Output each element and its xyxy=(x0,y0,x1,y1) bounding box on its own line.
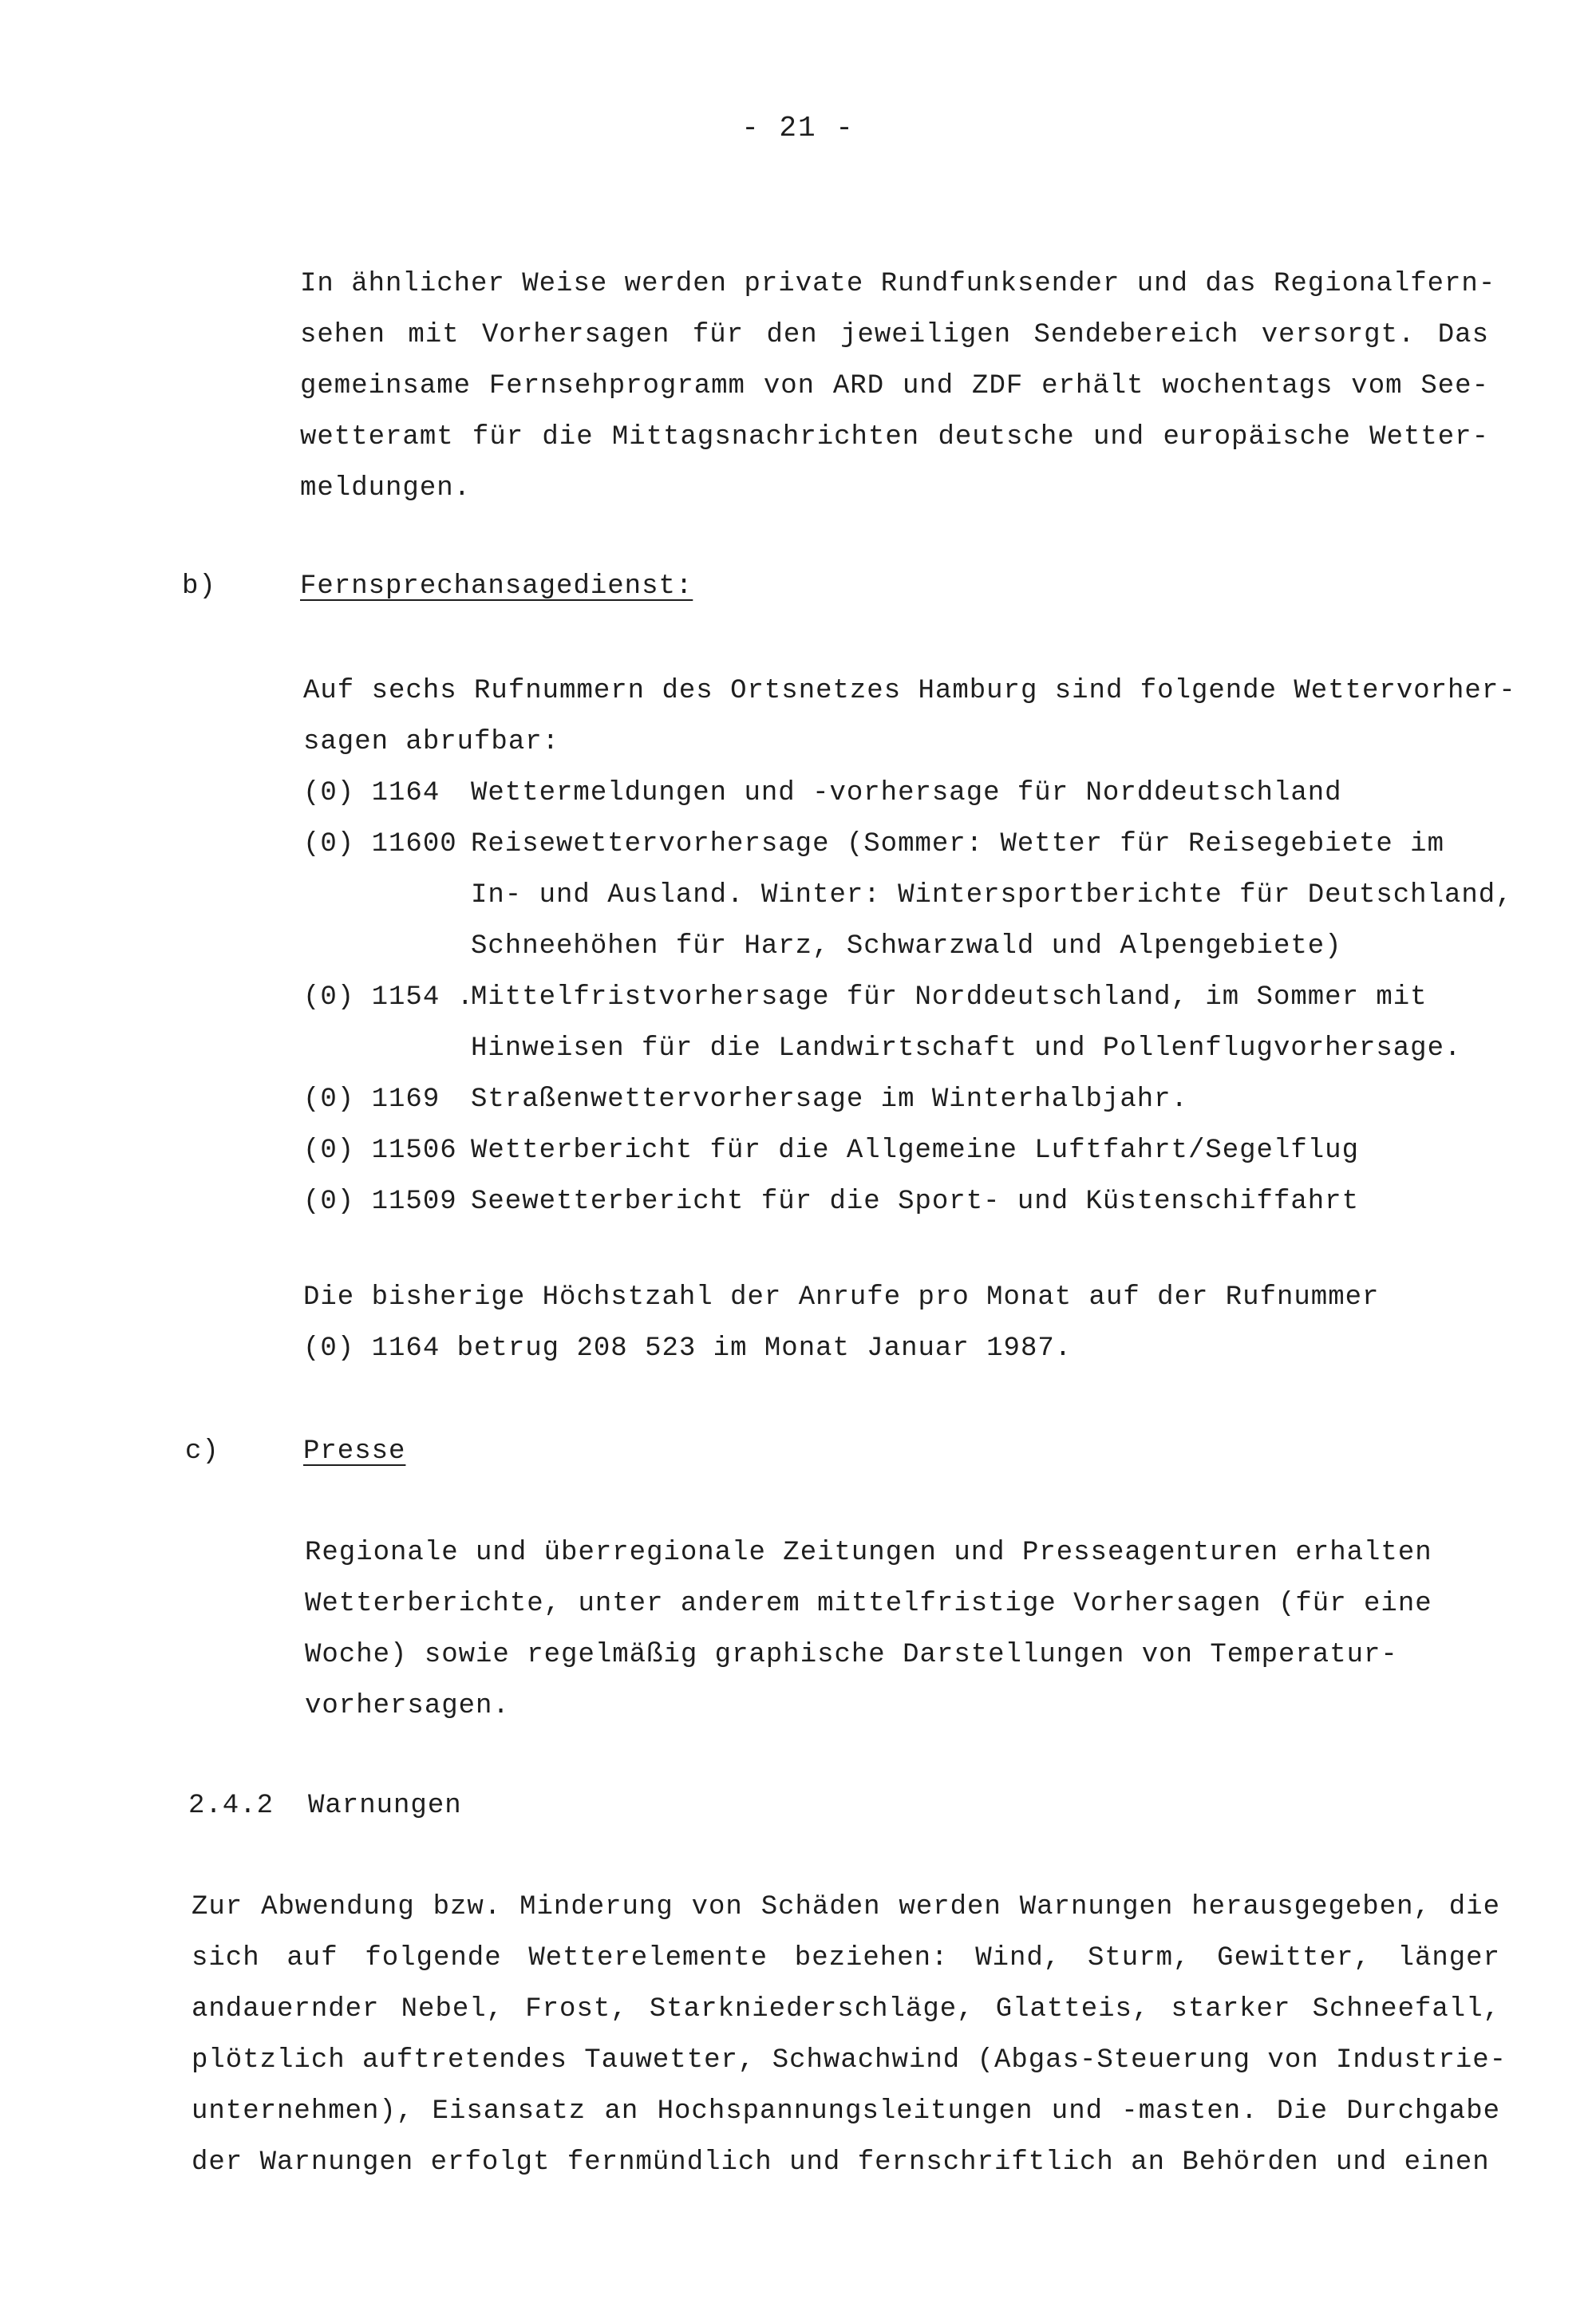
phone-entry xyxy=(303,1125,1500,1176)
intro-paragraph xyxy=(300,259,1496,514)
section-b-closing xyxy=(303,1272,1500,1374)
section-b-intro-line: sagen abrufbar: xyxy=(303,727,560,757)
section-242-line: unternehmen), Eisansatz an Hochspannungsleitungen und -masten. Die Durchgabe xyxy=(192,2096,1500,2127)
intro-line: meldungen. xyxy=(300,473,472,504)
page-number: - 21 - xyxy=(741,112,855,144)
section-b-marker: b) xyxy=(182,571,216,602)
section-b-heading: Fernsprechansagedienst: xyxy=(300,571,693,602)
phone-number: (0) 1154 . xyxy=(303,982,475,1013)
section-c-heading: Presse xyxy=(303,1436,406,1467)
phone-description: In- und Ausland. Winter: Wintersportberichte für Deutschland, xyxy=(471,880,1513,911)
section-242-number: 2.4.2 xyxy=(188,1791,275,1821)
phone-description: Schneehöhen für Harz, Schwarzwald und Alpengebiete) xyxy=(471,931,1342,962)
phone-entry-continuation xyxy=(303,1023,1500,1074)
section-242-line: sich auf folgende Wetterelemente beziehen: Wind, Sturm, Gewitter, länger xyxy=(192,1943,1500,1973)
section-242-heading: Warnungen xyxy=(308,1791,462,1821)
phone-number: (0) 1164 xyxy=(303,778,440,808)
section-c-line: Woche) sowie regelmäßig graphische Darstellungen von Temperatur- xyxy=(305,1640,1398,1670)
phone-description: Seewetterbericht für die Sport- und Küstenschiffahrt xyxy=(471,1187,1359,1217)
section-242-line: Zur Abwendung bzw. Minderung von Schäden werden Warnungen herausgegeben, die xyxy=(192,1892,1500,1922)
phone-description: Straßenwettervorhersage im Winterhalbjahr. xyxy=(471,1084,1188,1115)
phone-entry xyxy=(303,819,1500,870)
phone-number: (0) 11506 xyxy=(303,1136,457,1166)
section-242-line: der Warnungen erfolgt fernmündlich und fernschriftlich an Behörden und einen xyxy=(192,2147,1490,2178)
phone-entry xyxy=(303,972,1500,1023)
phone-description: Wetterbericht für die Allgemeine Luftfahrt/Segelflug xyxy=(471,1136,1359,1166)
section-242-line: plötzlich auftretendes Tauwetter, Schwachwind (Abgas-Steuerung von Industrie- xyxy=(192,2045,1507,2076)
phone-description: Hinweisen für die Landwirtschaft und Pollenflugvorhersage. xyxy=(471,1033,1462,1064)
phone-description: Mittelfristvorhersage für Norddeutschland, im Sommer mit xyxy=(471,982,1428,1013)
section-c-paragraph xyxy=(305,1527,1432,1732)
phone-number: (0) 11600 xyxy=(303,829,457,859)
phone-entry xyxy=(303,1074,1500,1125)
section-242-line: andauernder Nebel, Frost, Starkniederschläge, Glatteis, starker Schneefall, xyxy=(192,1994,1500,2025)
phone-number-list xyxy=(303,768,1513,1227)
intro-line: In ähnlicher Weise werden private Rundfunksender und das Regionalfern- xyxy=(300,269,1496,299)
section-c-marker: c) xyxy=(185,1436,219,1467)
intro-line: sehen mit Vorhersagen für den jeweiligen Sendebereich versorgt. Das xyxy=(300,320,1489,350)
phone-entry-continuation xyxy=(303,921,1500,972)
phone-entry xyxy=(303,1176,1500,1227)
intro-line: wetteramt für die Mittagsnachrichten deutsche und europäische Wetter- xyxy=(300,422,1489,452)
phone-entry xyxy=(303,768,1500,819)
phone-description: Reisewettervorhersage (Sommer: Wetter für Reisegebiete im xyxy=(471,829,1444,859)
section-242-title xyxy=(188,1791,462,1821)
phone-number: (0) 11509 xyxy=(303,1187,457,1217)
phone-description: Wettermeldungen und -vorhersage für Norddeutschland xyxy=(471,778,1342,808)
phone-number: (0) 1169 xyxy=(303,1084,440,1115)
section-b-intro-line: Auf sechs Rufnummern des Ortsnetzes Hamburg sind folgende Wettervorher- xyxy=(303,676,1516,706)
section-c-line: Wetterberichte, unter anderem mittelfristige Vorhersagen (für eine xyxy=(305,1589,1432,1619)
section-242-paragraph xyxy=(192,1882,1507,2188)
section-b-closing-line: Die bisherige Höchstzahl der Anrufe pro Monat auf der Rufnummer xyxy=(303,1282,1380,1313)
section-c-line: Regionale und überregionale Zeitungen und Presseagenturen erhalten xyxy=(305,1538,1432,1568)
section-b-intro xyxy=(303,666,1516,768)
phone-entry-continuation xyxy=(303,870,1513,921)
section-c-line: vorhersagen. xyxy=(305,1691,510,1721)
section-b-closing-line: (0) 1164 betrug 208 523 im Monat Januar 1987. xyxy=(303,1333,1073,1364)
intro-line: gemeinsame Fernsehprogramm von ARD und ZDF erhält wochentags vom See- xyxy=(300,371,1489,401)
